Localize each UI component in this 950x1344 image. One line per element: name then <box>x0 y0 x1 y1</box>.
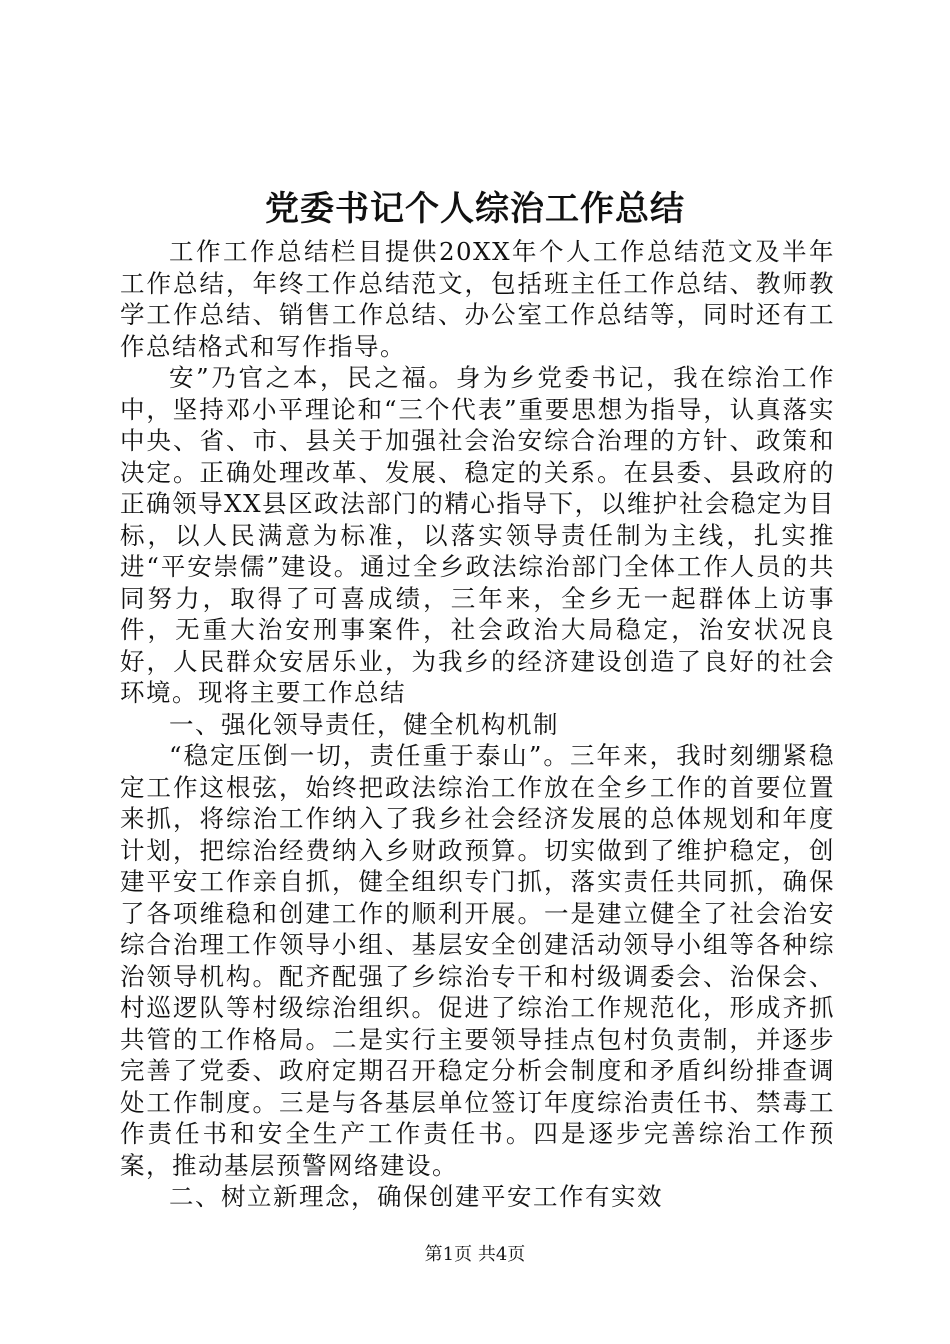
document-title: 党委书记个人综治工作总结 <box>265 189 685 229</box>
overview-paragraph: 安”乃官之本，民之福。身为乡党委书记，我在综治工作中，坚持邓小平理论和“三个代表”重要思想为指导，认真落实中央、省、市、县关于加强社会治安综合治理的方针、政策和决定。正确处理改革、发展、稳定的关系。在县委、县政府的正确领导XX县区政法部门的精心指导下，以维护社会稳定为目标，以人民满意为标准，以落实领导责任制为主线，扎实推进“平安崇儒”建设。通过全乡政法综治部门全体工作人员的共同努力，取得了可喜成绩，三年来，全乡无一起群体上访事件，无重大治安刑事案件，社会政治大局稳定，治安状况良好，人民群众安居乐业，为我乡的经济建设创造了良好的社会环境。现将主要工作总结 <box>120 363 835 707</box>
page-number-footer: 第1页 共4页 <box>424 1244 526 1265</box>
section-heading-1: 一、强化领导责任，健全机构机制 <box>169 709 559 739</box>
section-1-paragraph: “稳定压倒一切，责任重于泰山”。三年来，我时刻绷紧稳定工作这根弦，始终把政法综治工作放在全乡工作的首要位置来抓，将综治工作纳入了我乡社会经济发展的总体规划和年度计划，把综治经费纳入乡财政预算。切实做到了维护稳定，创建平安工作亲自抓，健全组织专门抓，落实责任共同抓，确保了各项维稳和创建工作的顺利开展。一是建立健全了社会治安综合治理工作领导小组、基层安全创建活动领导小组等各种综治领导机构。配齐配强了乡综治专干和村级调委会、治保会、村巡逻队等村级综治组织。促进了综治工作规范化，形成齐抓共管的工作格局。二是实行主要领导挂点包村负责制，并逐步完善了党委、政府定期召开稳定分析会制度和矛盾纠纷排查调处工作制度。三是与各基层单位签订年度综治责任书、禁毒工作责任书和安全生产工作责任书。四是逐步完善综治工作预案，推动基层预警网络建设。 <box>120 741 835 1180</box>
intro-paragraph: 工作工作总结栏目提供20XX年个人工作总结范文及半年工作总结，年终工作总结范文，包括班主任工作总结、教师教学工作总结、销售工作总结、办公室工作总结等，同时还有工作总结格式和写作指导。 <box>120 237 835 361</box>
document-body <box>120 236 835 1213</box>
section-heading-2: 二、树立新理念，确保创建平安工作有实效 <box>169 1182 663 1211</box>
